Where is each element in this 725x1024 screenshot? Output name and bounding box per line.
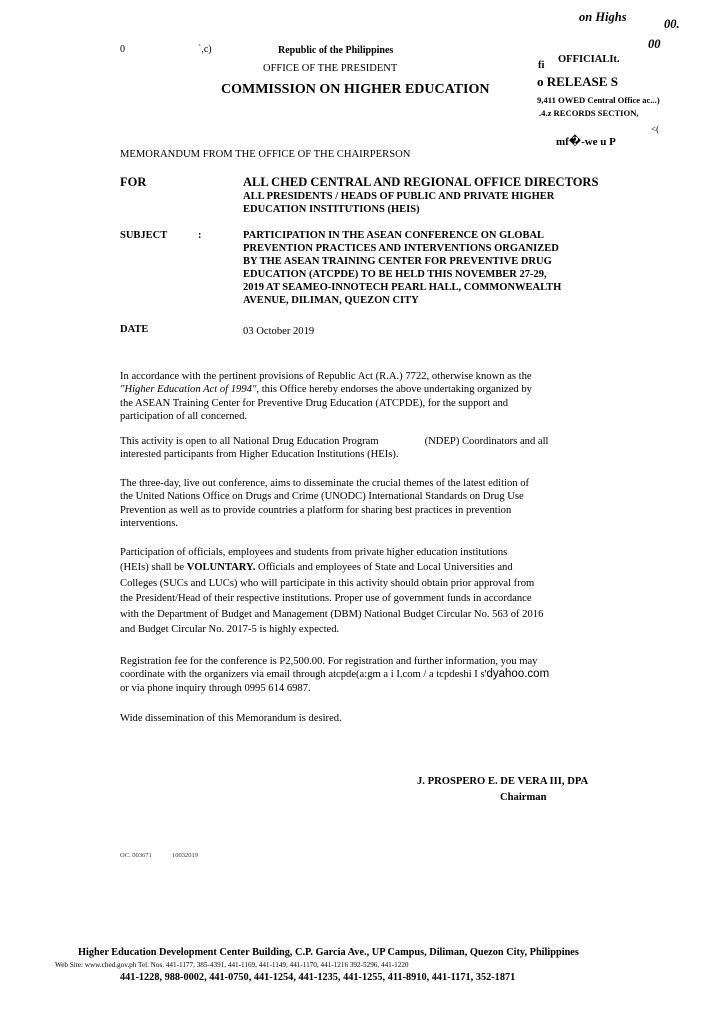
top-right-mark: 00 xyxy=(648,37,661,51)
reference-code: 10032019 xyxy=(172,852,198,859)
for-recipients: ALL PRESIDENTS / HEADS OF PUBLIC AND PRIVATE HIGHER xyxy=(243,191,555,202)
top-right-mark: on Highs xyxy=(579,10,627,24)
footer-contacts: Web Site: www.ched.gov.ph Tel. Nos. 441-1177, 385-4391, 441-1169, 441-1149, 441-1170, 441-1216 392-5296, 441-1220 xyxy=(55,961,409,969)
signatory-name: J. PROSPERO E. DE VERA III, DPA xyxy=(417,776,589,787)
paragraph-registration: Registration fee for the conference is P2,500.00. For registration and further information, you may coordinate with the organizers via email through atcpde(a:gm a i I.com / a tcpdeshi I s'dyahoo.com or via phone inquiry through 0995 614 6987. xyxy=(120,656,550,694)
footer-phone-numbers: 441-1228, 988-0002, 441-0750, 441-1254, 441-1235, 441-1255, 411-8910, 441-1171, 352-1871 xyxy=(120,972,516,983)
subject-line: PREVENTION PRACTICES AND INTERVENTIONS ORGANIZED xyxy=(243,243,559,254)
paragraph-conference-aims: The three-day, live out conference, aims to disseminate the crucial themes of the latest edition of the United Nations Office on Drugs and Crime (UNODC) International Standards on Drug Use Prevention as well as to provide countries a platform for sharing best practices in prevention interventions. xyxy=(120,478,530,530)
top-right-mark: 00. xyxy=(664,17,680,31)
subject-line: BY THE ASEAN TRAINING CENTER FOR PREVENTIVE DRUG xyxy=(243,256,552,267)
office-line: OFFICE OF THE PRESIDENT xyxy=(263,63,398,74)
left-mark: `,c) xyxy=(198,44,212,55)
paragraph-endorsement: In accordance with the pertinent provisions of Republic Act (R.A.) 7722, otherwise known as the "Higher Education Act of 1994", this Office hereby endorses the above undertaking organized by the ASEAN Training Center for Preventive Drug Education (ATCPDE), for the support and participation of all concerned. xyxy=(120,371,532,423)
left-mark: 0 xyxy=(120,44,125,55)
reference-code: OC. 003671 xyxy=(120,852,152,859)
for-label: FOR xyxy=(120,175,147,189)
paragraph-eligibility: This activity is open to all National Drug Education Program (NDEP) Coordinators and all interested participants from Higher Education Institutions (HEIs). xyxy=(120,436,549,461)
memo-heading: MEMORANDUM FROM THE OFFICE OF THE CHAIRPERSON xyxy=(120,149,411,160)
subject-line: AVENUE, DILIMAN, QUEZON CITY xyxy=(243,295,419,306)
for-recipients: EDUCATION INSTITUTIONS (HEIS) xyxy=(243,204,420,215)
subject-line: PARTICIPATION IN THE ASEAN CONFERENCE ON GLOBAL xyxy=(243,230,545,241)
date-value: 03 October 2019 xyxy=(243,326,315,337)
republic-line: Republic of the Philippines xyxy=(278,45,394,56)
for-recipients: ALL CHED CENTRAL AND REGIONAL OFFICE DIRECTORS xyxy=(243,175,599,189)
subject-colon: : xyxy=(198,230,202,241)
subject-line: EDUCATION (ATCPDE) TO BE HELD THIS NOVEMBER 27-29, xyxy=(243,269,547,280)
commission-title: COMMISSION ON HIGHER EDUCATION xyxy=(221,82,490,97)
subject-line: 2019 AT SEAMEO-INNOTECH PEARL HALL, COMMONWEALTH xyxy=(243,282,562,293)
footer-address: Higher Education Development Center Building, C.P. Garcia Ave., UP Campus, Diliman, Quezon City, Philippines xyxy=(78,947,579,958)
subject-label: SUBJECT xyxy=(120,230,168,241)
date-label: DATE xyxy=(120,324,149,335)
paragraph-participation: Participation of officials, employees and students from private higher education institutions (HEIs) shall be VOLUNTARY. Officials and employees of State and Local Universities and Colleges (SUCs and LUCs) who will participate in this activity should obtain prior approval from the President/Head of their respective institutions. Proper use of government funds in accordance with the Department of Budget and Management (DBM) National Budget Circular No. 563 of 2016 and Budget Circular No. 2017-5 is highly expected. xyxy=(120,547,544,636)
signatory-title: Chairman xyxy=(500,792,547,803)
paragraph-dissemination: Wide dissemination of this Memorandum is desired. xyxy=(120,713,342,724)
email-link: dyahoo.com xyxy=(486,668,550,681)
